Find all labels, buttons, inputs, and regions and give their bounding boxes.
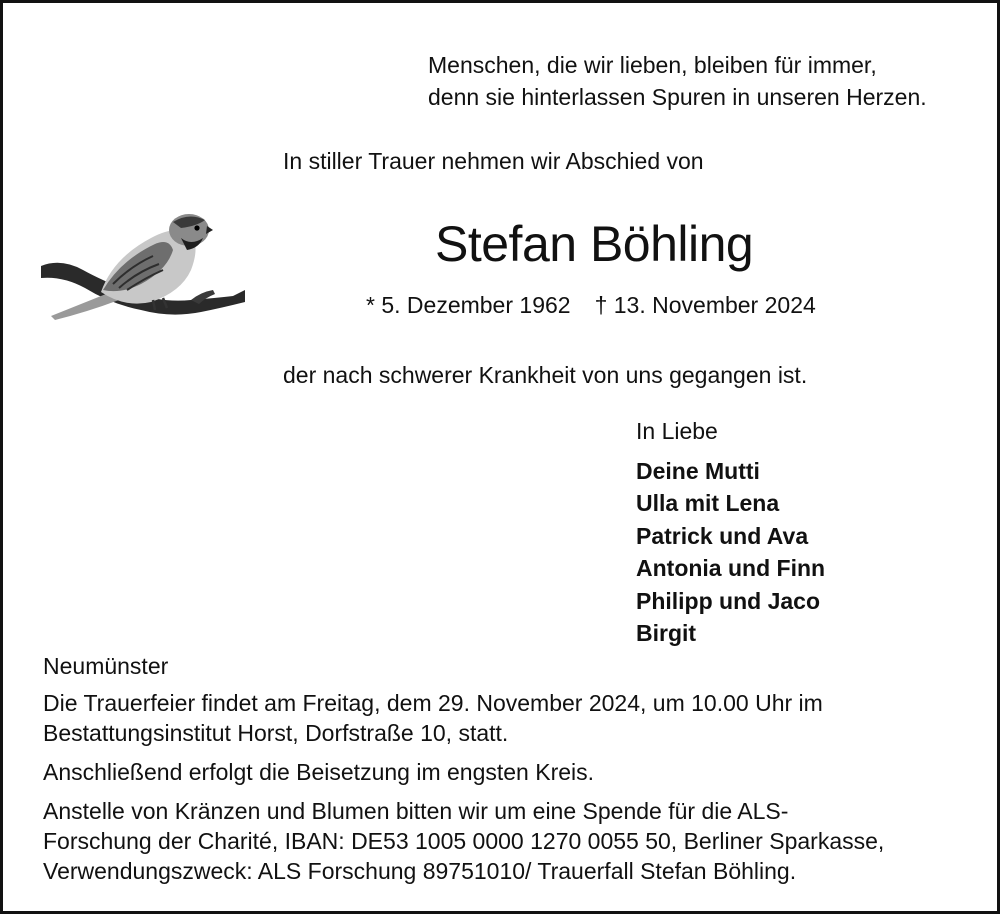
life-dates <box>366 289 816 322</box>
donation-line-3: Verwendungszweck: ALS Forschung 89751010/ Trauerfall Stefan Böhling. <box>43 858 797 884</box>
deceased-name: Stefan Böhling <box>435 216 754 272</box>
city-name: Neumünster <box>43 653 169 679</box>
donation-line-1: Anstelle von Kränzen und Blumen bitten wir um eine Spende für die ALS- <box>43 798 789 824</box>
death-date: † 13. November 2024 <box>594 292 816 318</box>
ceremony-line-2: Bestattungsinstitut Horst, Dorfstraße 10, statt. <box>43 720 509 746</box>
ceremony-paragraph <box>43 688 965 748</box>
ceremony-line-1: Die Trauerfeier findet am Freitag, dem 29. November 2024, um 10.00 Uhr im <box>43 690 823 716</box>
passing-note: der nach schwerer Krankheit von uns gegangen ist. <box>283 362 808 388</box>
farewell-intro: In stiller Trauer nehmen wir Abschied von <box>283 148 704 174</box>
funeral-details <box>43 688 965 895</box>
in-love-label: In Liebe <box>636 418 718 444</box>
memorial-quote <box>428 49 927 113</box>
birth-date: * 5. Dezember 1962 <box>366 292 571 318</box>
mourner-name: Philipp und Jaco <box>636 587 821 614</box>
quote-line-1: Menschen, die wir lieben, bleiben für immer, <box>428 52 877 78</box>
mourner-name: Ulla mit Lena <box>636 490 780 517</box>
mourner-name: Deine Mutti <box>636 458 760 484</box>
mourners-list <box>636 455 825 649</box>
burial-paragraph: Anschließend erfolgt die Beisetzung im engsten Kreis. <box>43 759 595 785</box>
quote-line-2: denn sie hinterlassen Spuren in unseren Herzen. <box>428 84 927 110</box>
mourner-name: Antonia und Finn <box>636 555 826 582</box>
mourner-name: Birgit <box>636 620 697 647</box>
sparrow-on-branch-icon <box>41 208 247 320</box>
donation-paragraph <box>43 796 965 886</box>
donation-line-2: Forschung der Charité, IBAN: DE53 1005 0000 1270 0055 50, Berliner Sparkasse, <box>43 828 885 854</box>
mourner-name: Patrick und Ava <box>636 522 809 549</box>
